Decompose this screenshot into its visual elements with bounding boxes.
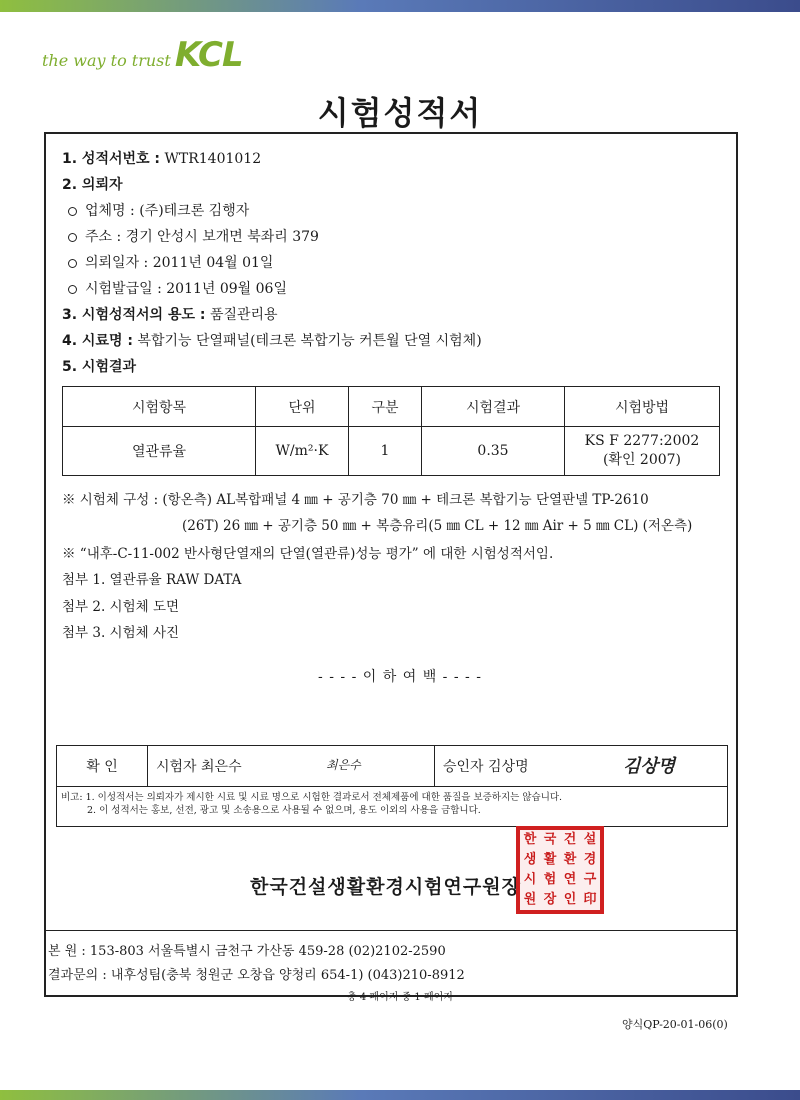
page-count: 총 4 페이지 중 1 페이지 — [347, 992, 453, 1003]
approver-label: 승인자 김상명 — [443, 759, 529, 775]
approval-row — [57, 746, 728, 787]
results-data-row — [63, 427, 720, 476]
logo-mark: KCL — [174, 35, 243, 75]
institute-name: 한국건설생활환경시험연구원장 — [250, 876, 521, 898]
remark-2: 2. 이 성적서는 홍보, 선전, 광고 및 소송용으로 사용될 수 없으며, 용도 이외의 사용을 금합니다. — [87, 805, 481, 816]
attachment-3: 첨부 3. 시험체 사진 — [62, 625, 180, 641]
standard-note: ※ “내후-C-11-002 반사형단열재의 단열(열관류)성능 평가” 에 대한 시험성적서임. — [62, 546, 554, 562]
attachment-1: 첨부 1. 열관류율 RAW DATA — [62, 572, 242, 588]
kcl-logo — [42, 35, 243, 75]
method-standard: KS F 2277:2002 — [584, 433, 700, 449]
headquarters-line: 본 원 : 153-803 서울특별시 금천구 가산동 459-28 (02)2102-2590 — [48, 944, 446, 959]
cell-unit: W/m²·K — [256, 427, 349, 476]
bullet-icon — [68, 285, 77, 294]
cell-division: 1 — [349, 427, 422, 476]
approver-cell — [435, 746, 728, 787]
cell-method — [565, 427, 720, 476]
company-line: 업체명 : (주)테크론 김행자 — [68, 200, 249, 220]
bullet-icon — [68, 233, 77, 242]
sample-line: 4. 시료명 : 복합기능 단열패널(테크론 복합기능 커튼월 단열 시험체) — [62, 333, 482, 349]
tester-cell — [148, 746, 435, 787]
official-seal-stamp: 한 국 건 설 생 활 환 경 시 험 연 구 원 장 인 印 — [516, 826, 604, 914]
header-result: 시험결과 — [422, 387, 565, 427]
confirm-label: 확 인 — [57, 746, 148, 787]
form-number: 양식QP-20-01-06(0) — [622, 1018, 728, 1031]
report-number: 1. 성적서번호 : WTR1401012 — [62, 151, 262, 167]
cell-result: 0.35 — [422, 427, 565, 476]
remark-1: 비고: 1. 이성적서는 의뢰자가 제시한 시료 및 시료 명으로 시험한 결과로서 전체제품에 대한 품질을 보증하지는 않습니다. — [61, 792, 563, 803]
request-date-line: 의뢰일자 : 2011년 04월 01일 — [68, 252, 273, 272]
end-marker: - - - - 이 하 여 백 - - - - — [318, 669, 482, 685]
bottom-color-bar — [0, 1090, 800, 1100]
cell-test-item: 열관류율 — [63, 427, 256, 476]
remarks-box — [56, 787, 728, 827]
top-color-bar — [0, 0, 800, 12]
client-heading: 2. 의뢰자 — [62, 177, 123, 193]
inquiry-line: 결과문의 : 내후성팀(충북 청원군 오창읍 양청리 654-1) (043)210-8912 — [48, 968, 465, 983]
method-confirm: (확인 2007) — [602, 452, 682, 468]
results-table — [62, 386, 720, 476]
address-line: 주소 : 경기 안성시 보개면 북좌리 379 — [68, 226, 319, 246]
spec-line-1: ※ 시험체 구성 : (항온측) AL복합패널 4 ㎜ + 공기층 70 ㎜ + 테크론 복합기능 단열판넬 TP-2610 — [62, 492, 649, 508]
logo-slogan: the way to trust — [42, 51, 171, 70]
bullet-icon — [68, 207, 77, 216]
header-division: 구분 — [349, 387, 422, 427]
header-method: 시험방법 — [565, 387, 720, 427]
document-title: 시험성적서 — [317, 94, 483, 132]
bullet-icon — [68, 259, 77, 268]
tester-signature: 최은수 — [326, 758, 361, 772]
approver-signature: 김상명 — [623, 756, 676, 777]
spec-line-2: (26T) 26 ㎜ + 공기층 50 ㎜ + 복층유리(5 ㎜ CL + 12 ㎜ Air + 5 ㎜ CL) (저온측) — [182, 518, 693, 534]
header-test-item: 시험항목 — [63, 387, 256, 427]
attachment-2: 첨부 2. 시험체 도면 — [62, 599, 180, 615]
tester-label: 시험자 최은수 — [156, 759, 242, 775]
footer-divider — [44, 930, 738, 931]
purpose-line: 3. 시험성적서의 용도 : 품질관리용 — [62, 307, 278, 323]
header-unit: 단위 — [256, 387, 349, 427]
issue-date-line: 시험발급일 : 2011년 09월 06일 — [68, 278, 287, 298]
results-header-row — [63, 387, 720, 427]
results-heading: 5. 시험결과 — [62, 359, 137, 375]
approval-table — [56, 745, 728, 787]
